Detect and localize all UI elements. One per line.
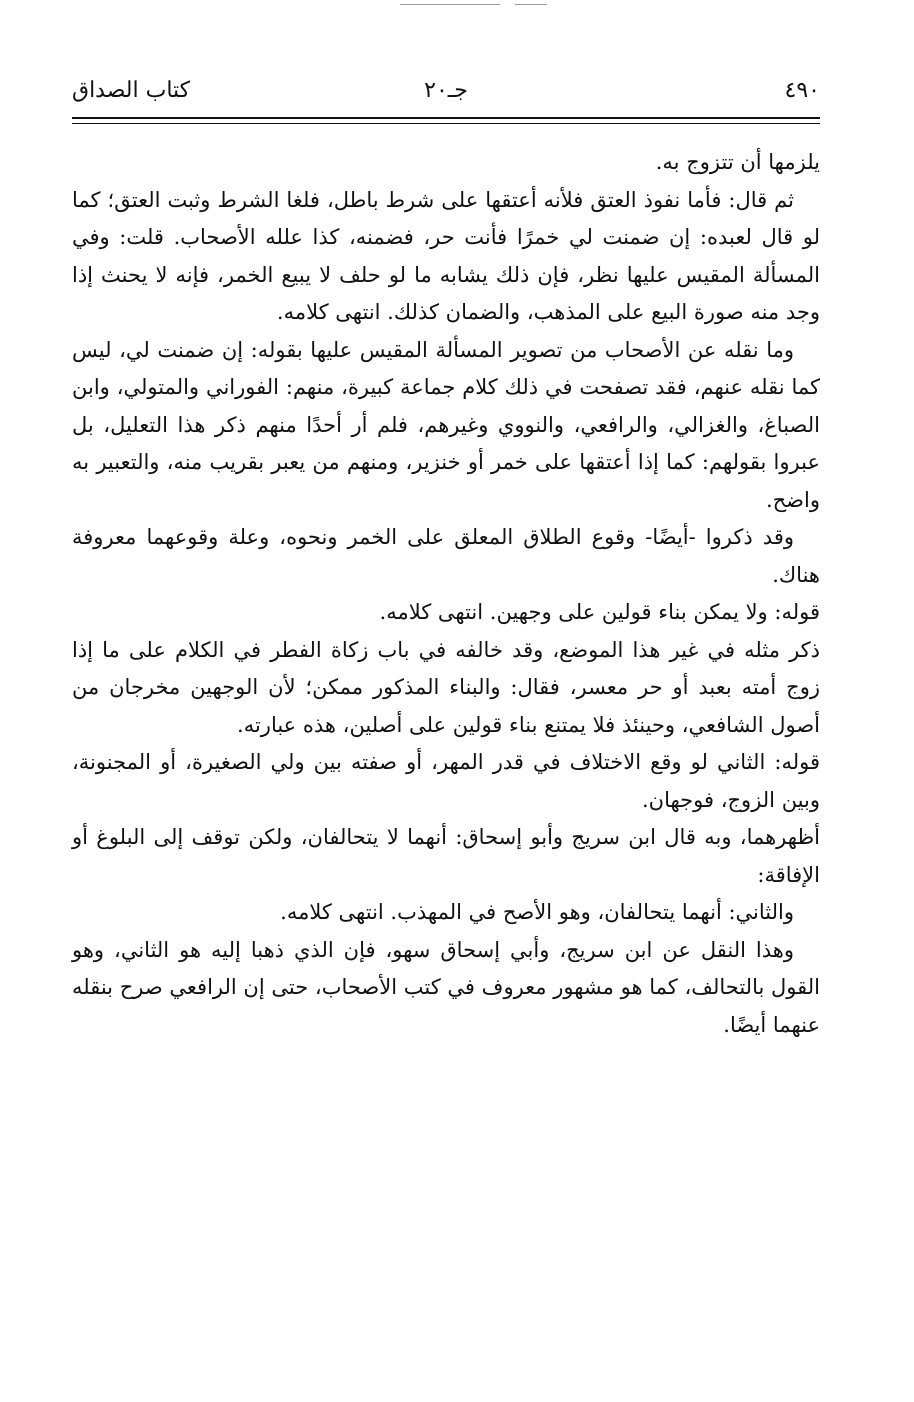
volume-label: جـ٢٠	[424, 78, 468, 103]
paragraph: قوله: ولا يمكن بناء قولين على وجهين. انتهى كلامه.	[379, 600, 820, 624]
paragraph: والثاني: أنهما يتحالفان، وهو الأصح في المهذب. انتهى كلامه.	[280, 900, 794, 924]
book-title: كتاب الصداق	[72, 78, 191, 103]
top-edge-marks	[0, 4, 914, 8]
running-header	[72, 78, 820, 114]
paragraph: أظهرهما، وبه قال ابن سريج وأبو إسحاق: أنهما لا يتحالفان، ولكن توقف إلى البلوغ أو الإفاقة:	[72, 825, 820, 887]
paragraph: ثم قال: فأما نفوذ العتق فلأنه أعتقها على شرط باطل، فلغا الشرط وثبت العتق؛ كما لو قال لعبده: إن ضمنت لي خمرًا فأنت حر، فضمنه، كذا علله الأصحاب. قلت: وفي المسألة المقيس عليها نظر، فإن ذلك يشابه ما لو حلف لا يبيع الخمر، فإنه لا يحنث إذا وجد منه صورة البيع على المذهب، والضمان كذلك. انتهى كلامه.	[72, 187, 820, 324]
header-rule-thick	[72, 117, 820, 119]
top-mark-left	[400, 4, 500, 5]
paragraph: وهذا النقل عن ابن سريج، وأبي إسحاق سهو، فإن الذي ذهبا إليه هو الثاني، وهو القول بالتحالف، كما هو مشهور معروف في كتب الأصحاب، حتى إن الرافعي صرح بنقله عنهما أيضًا.	[72, 937, 820, 1037]
header-rule-thin	[72, 123, 820, 124]
paragraph: يلزمها أن تتزوج به.	[655, 150, 820, 174]
paragraph: ذكر مثله في غير هذا الموضع، وقد خالفه في باب زكاة الفطر في الكلام على ما إذا زوج أمته بعبد أو حر معسر، فقال: والبناء المذكور ممكن؛ لأن الوجهين مخرجان من أصول الشافعي، وحينئذ فلا يمتنع بناء قولين على أصلين، هذه عبارته.	[72, 637, 820, 737]
paragraph: وقد ذكروا -أيضًا- وقوع الطلاق المعلق على الخمر ونحوه، وعلة وقوعهما معروفة هناك.	[72, 525, 820, 587]
paragraph: قوله: الثاني لو وقع الاختلاف في قدر المهر، أو صفته بين ولي الصغيرة، أو المجنونة، وبين الزوج، فوجهان.	[72, 750, 820, 812]
page-number: ٤٩٠	[784, 78, 820, 103]
paragraph: وما نقله عن الأصحاب من تصوير المسألة المقيس عليها بقوله: إن ضمنت لي، ليس كما نقله عنهم، فقد تصفحت في ذلك كلام جماعة كبيرة، منهم: الفوراني والمتولي، وابن الصباغ، والغزالي، والرافعي، والنووي وغيرهم، فلم أر أحدًا منهم ذكر هذا التعليل، بل عبروا بقولهم: كما إذا أعتقها على خمر أو خنزير، ومنهم من يعبر بقريب منه، والتعبير به واضح.	[72, 337, 820, 512]
page-body	[72, 144, 820, 1044]
top-mark-right	[515, 4, 547, 5]
